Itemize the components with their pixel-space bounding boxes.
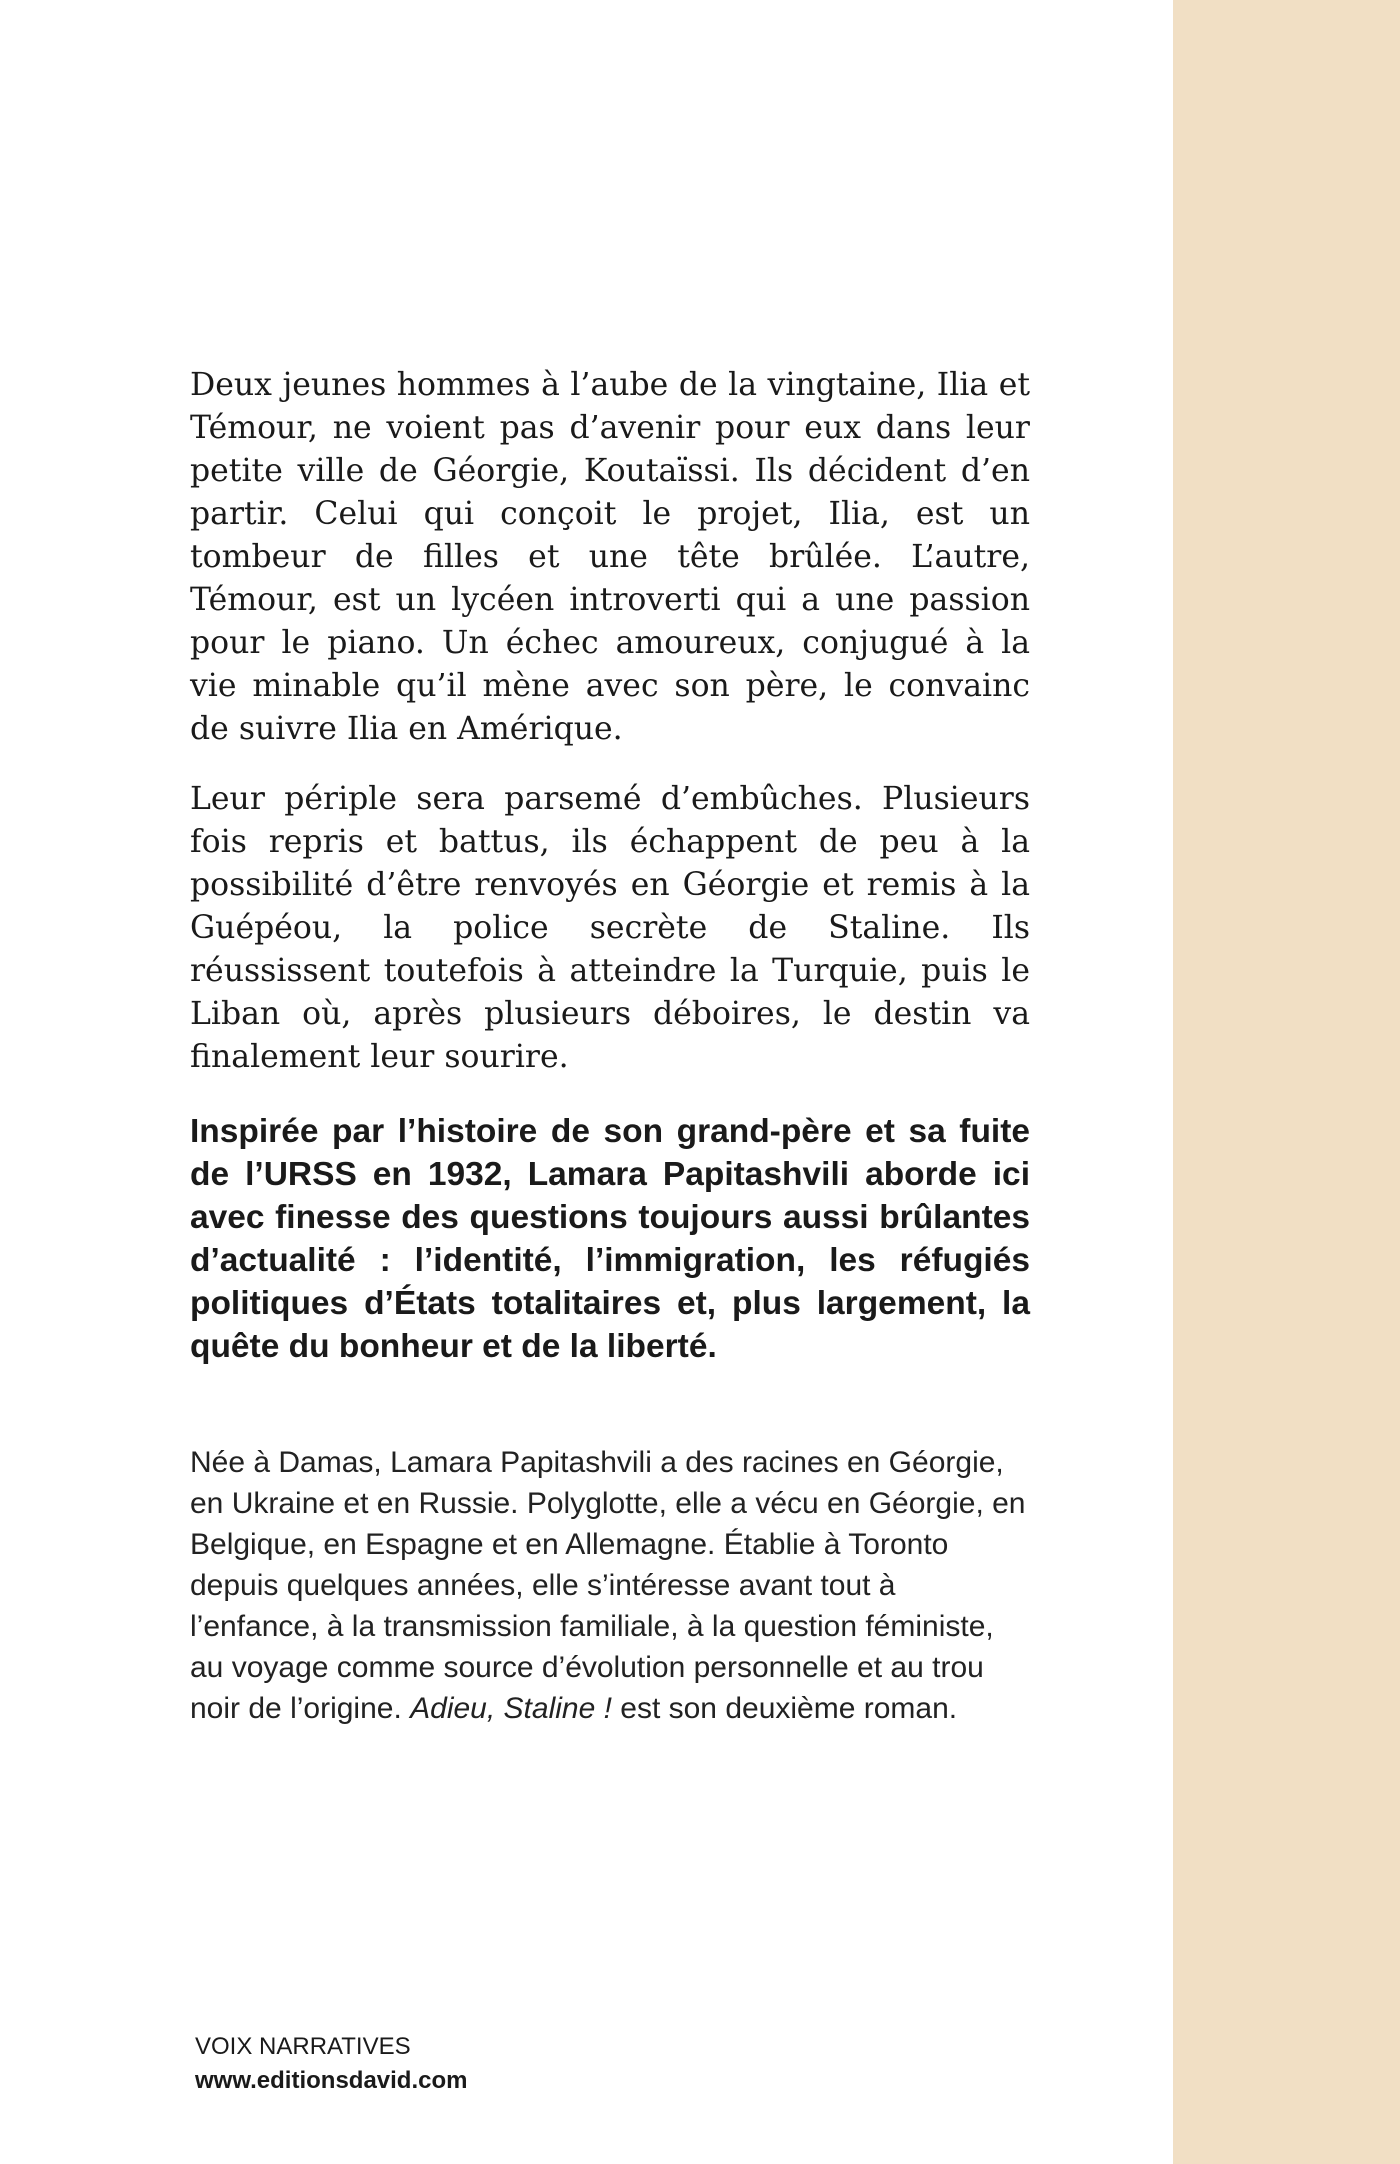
spine-color-band xyxy=(1173,0,1400,2164)
book-title: Adieu, Staline ! xyxy=(410,1692,612,1725)
publisher-footer xyxy=(195,2030,467,2098)
author-bio-text: Née à Damas, Lamara Papitashvili a des racines en Géorgie, en Ukraine et en Russie. Polyglotte, elle a vécu en Géorgie, en Belgique, en Espagne et en Allemagne. Établie à Toronto depuis quelques années, elle s’intéresse avant tout à l’enfance, à la transmission familiale, à la question féministe, au voyage comme source d’évolution personnelle et au trou noir de l’origine. xyxy=(190,1446,1026,1725)
highlight-paragraph: Inspirée par l’histoire de son grand-père et sa fuite de l’URSS en 1932, Lamara Papitashvili aborde ici avec finesse des questions toujours aussi brûlantes d’actualité : l’identité, l’immigration, les réfugiés politiques d’États totalitaires et, plus largement, la quête du bonheur et de la liberté. xyxy=(190,1113,1030,1365)
synopsis xyxy=(190,364,1030,1079)
author-bio xyxy=(190,1442,1030,1729)
collection-name: VOIX NARRATIVES xyxy=(195,2033,411,2060)
synopsis-paragraph-2: Leur périple sera parsemé d’embûches. Plusieurs fois repris et battus, ils échappent de peu à la possibilité d’être renvoyés en Géorgie et remis à la Guépéou, la police secrète de Staline. Ils réussissent toutefois à atteindre la Turquie, puis le Liban où, après plusieurs déboires, le destin va finalement leur sourire. xyxy=(190,781,1030,1075)
synopsis-paragraph-1: Deux jeunes hommes à l’aube de la vingtaine, Ilia et Témour, ne voient pas d’avenir pour eux dans leur petite ville de Géorgie, Koutaïssi. Ils décident d’en partir. Celui qui conçoit le projet, Ilia, est un tombeur de filles et une tête brûlée. L’autre, Témour, est un lycéen introverti qui a une passion pour le piano. Un échec amoureux, conjugué à la vie minable qu’il mène avec son père, le convainc de suivre Ilia en Amérique. xyxy=(190,367,1030,747)
publisher-website: www.editionsdavid.com xyxy=(195,2067,468,2094)
author-bio-ending: est son deuxième roman. xyxy=(611,1692,958,1725)
